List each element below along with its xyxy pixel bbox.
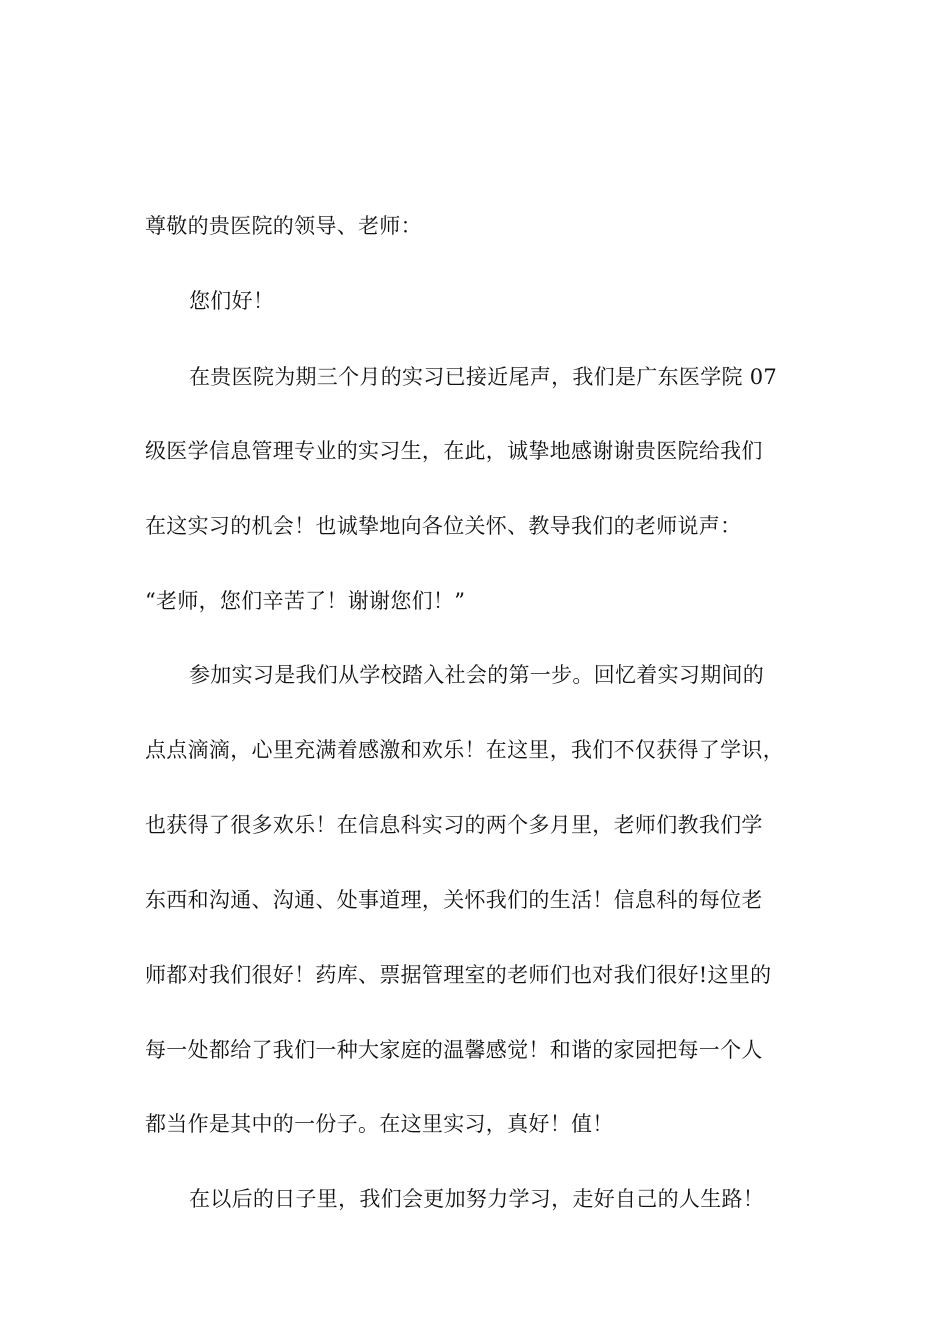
salutation: 尊敬的贵医院的领导、老师： <box>145 214 422 238</box>
greeting: 您们好！ <box>189 289 275 313</box>
body-line: 参加实习是我们从学校踏入社会的第一步。回忆着实习期间的 <box>189 663 765 687</box>
body-line: 东西和沟通、沟通、处事道理，关怀我们的生活！信息科的每位老 <box>145 888 763 912</box>
body-line: 也获得了很多欢乐！在信息科实习的两个多月里，老师们教我们学 <box>145 813 763 837</box>
body-line: 都当作是其中的一份子。在这里实习，真好！值！ <box>145 1112 614 1136</box>
body-line: 在以后的日子里，我们会更加努力学习，走好自己的人生路！ <box>189 1187 765 1211</box>
body-line: 在贵医院为期三个月的实习已接近尾声，我们是广东医学院 07 <box>189 365 778 389</box>
body-line: 在这实习的机会！也诚挚地向各位关怀、教导我们的老师说声： <box>145 514 742 538</box>
body-line: 点点滴滴，心里充满着感激和欢乐！在这里，我们不仅获得了学识， <box>145 738 784 762</box>
body-line: 每一处都给了我们一种大家庭的温馨感觉！和谐的家园把每一个人 <box>145 1038 763 1062</box>
body-line: 级医学信息管理专业的实习生，在此，诚挚地感谢谢贵医院给我们 <box>145 439 763 463</box>
body-line: 师都对我们很好！药库、票据管理室的老师们也对我们很好!这里的 <box>145 963 772 987</box>
body-line: “老师，您们辛苦了！谢谢您们！” <box>145 589 466 613</box>
